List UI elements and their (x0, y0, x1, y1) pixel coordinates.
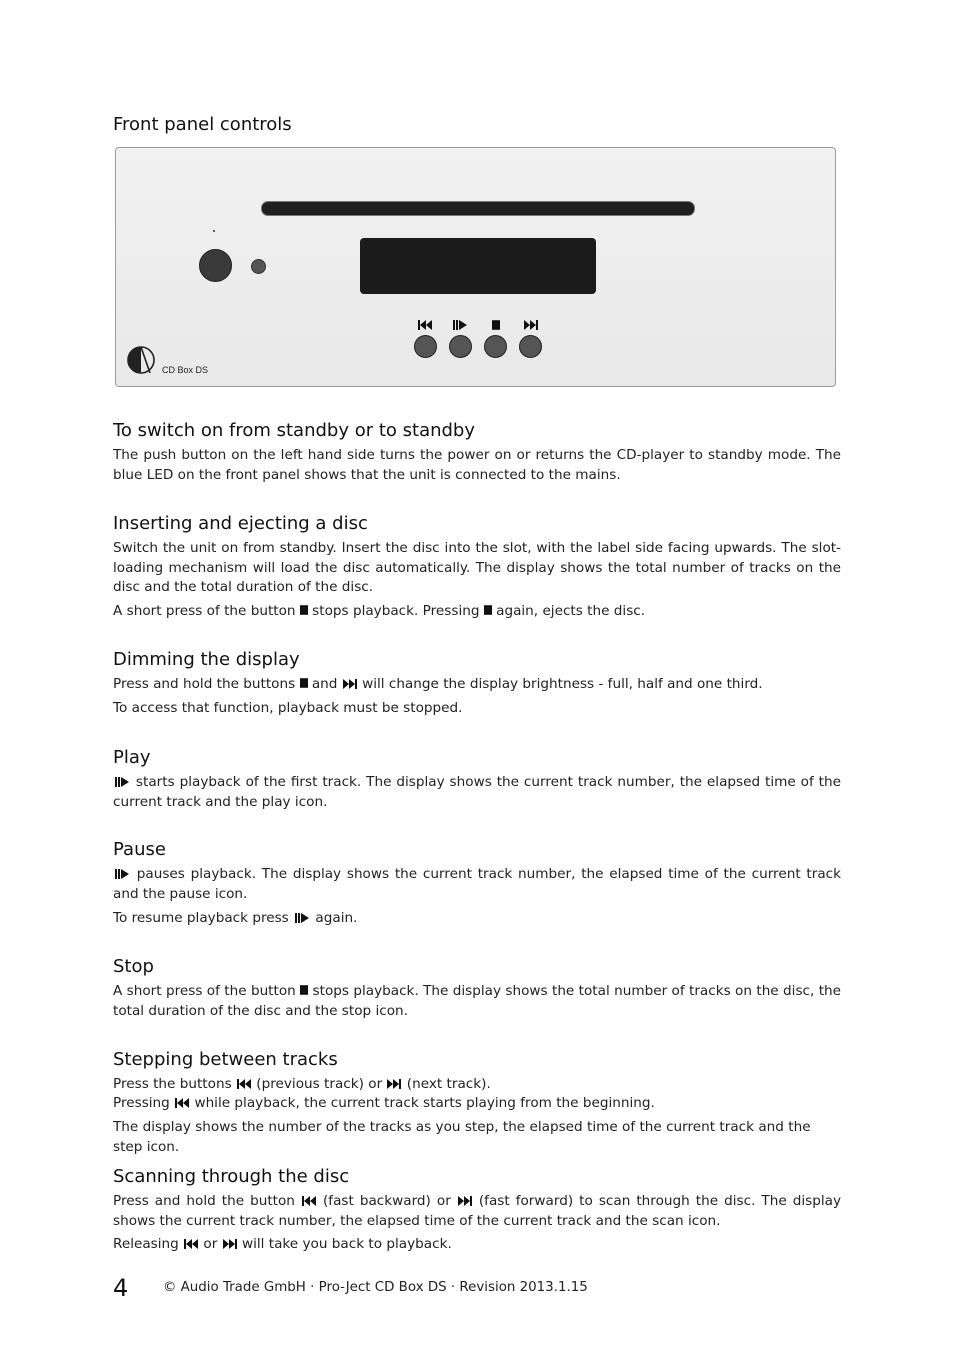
display-window (360, 238, 596, 294)
previous-track-icon (174, 1098, 190, 1108)
next-track-icon (457, 1196, 473, 1206)
stop-icon (300, 604, 308, 616)
releasing-paragraph: Releasing or will take you back to playback. (113, 1236, 452, 1252)
next-track-icon (524, 320, 540, 330)
section-title-standby: To switch on from standby or to standby (113, 420, 476, 441)
previous-track-icon (301, 1196, 317, 1206)
ir-sensor (251, 259, 266, 274)
previous-track-icon (418, 320, 434, 330)
pause-paragraph: pauses playback. The display shows the current track number, the elapsed time of the current track and the pause icon. (113, 866, 841, 902)
section-title-play: Play (113, 747, 151, 768)
led-indicator (213, 230, 215, 232)
stop-icon (300, 984, 308, 996)
stop-icon (300, 677, 308, 689)
play-pause-icon (113, 869, 131, 879)
play-pause-button[interactable] (449, 335, 472, 358)
page-number: 4 (113, 1274, 129, 1302)
stepping-paragraph: The display shows the number of the tracks as you step, the elapsed time of the current track and the step icon. (113, 1119, 811, 1155)
stepping-line-2: Pressing while playback, the current track starts playing from the beginning. (113, 1095, 655, 1111)
play-paragraph: starts playback of the first track. The display shows the current track number, the elapsed time of the current track and the play icon. (113, 774, 841, 810)
pro-ject-logo (126, 344, 156, 376)
model-label: CD Box DS (162, 365, 209, 375)
section-title-pause: Pause (113, 839, 166, 860)
section-title-dimming: Dimming the display (113, 649, 300, 670)
stop-icon (484, 604, 492, 616)
section-title-scanning: Scanning through the disc (113, 1166, 350, 1187)
section-title-stepping: Stepping between tracks (113, 1049, 338, 1070)
play-pause-icon (453, 320, 469, 330)
dimming-note: To access that function, playback must be stopped. (113, 700, 463, 716)
front-panel-illustration (115, 147, 836, 387)
inserting-paragraph: Switch the unit on from standby. Insert the disc into the slot, with the label side facing upwards. The slot-loading mechanism will load the disc automatically. The display shows the total number of tracks on the disc and the total duration of the disc. (113, 540, 841, 595)
play-pause-icon (113, 777, 131, 787)
section-title-inserting: Inserting and ejecting a disc (113, 513, 368, 534)
power-button[interactable] (199, 249, 232, 282)
previous-track-icon (236, 1079, 252, 1089)
stop-paragraph: A short press of the button stops playback. The display shows the total number of tracks on the disc, the total duration of the disc and the stop icon. (113, 983, 842, 1019)
next-track-icon (386, 1079, 402, 1089)
scanning-paragraph: Press and hold the button (fast backward) or (fast forward) to scan through the disc. The display shows the current track number, the elapsed time of the current track and the scan icon. (113, 1193, 841, 1229)
section-title-stop: Stop (113, 956, 154, 977)
previous-track-icon (183, 1239, 199, 1249)
footer-text: © Audio Trade GmbH · Pro-Ject CD Box DS · Revision 2013.1.15 (163, 1280, 588, 1295)
ejecting-paragraph: A short press of the button stops playback. Pressing again, ejects the disc. (113, 603, 646, 619)
stop-button[interactable] (484, 335, 507, 358)
previous-track-button[interactable] (414, 335, 437, 358)
stepping-line-1: Press the buttons (previous track) or (next track). (113, 1076, 491, 1092)
next-track-icon (342, 679, 358, 689)
dimming-paragraph: Press and hold the buttons and will change the display brightness - full, half and one third. (113, 676, 763, 692)
resume-paragraph: To resume playback press again. (113, 910, 358, 926)
standby-paragraph: The push button on the left hand side turns the power on or returns the CD-player to standby mode. The blue LED on the front panel shows that the unit is connected to the mains. (113, 447, 841, 483)
play-pause-icon (293, 913, 311, 923)
disc-slot (261, 201, 695, 216)
stop-icon (492, 320, 508, 330)
next-track-icon (222, 1239, 238, 1249)
section-title-front-panel: Front panel controls (113, 114, 292, 135)
next-track-button[interactable] (519, 335, 542, 358)
